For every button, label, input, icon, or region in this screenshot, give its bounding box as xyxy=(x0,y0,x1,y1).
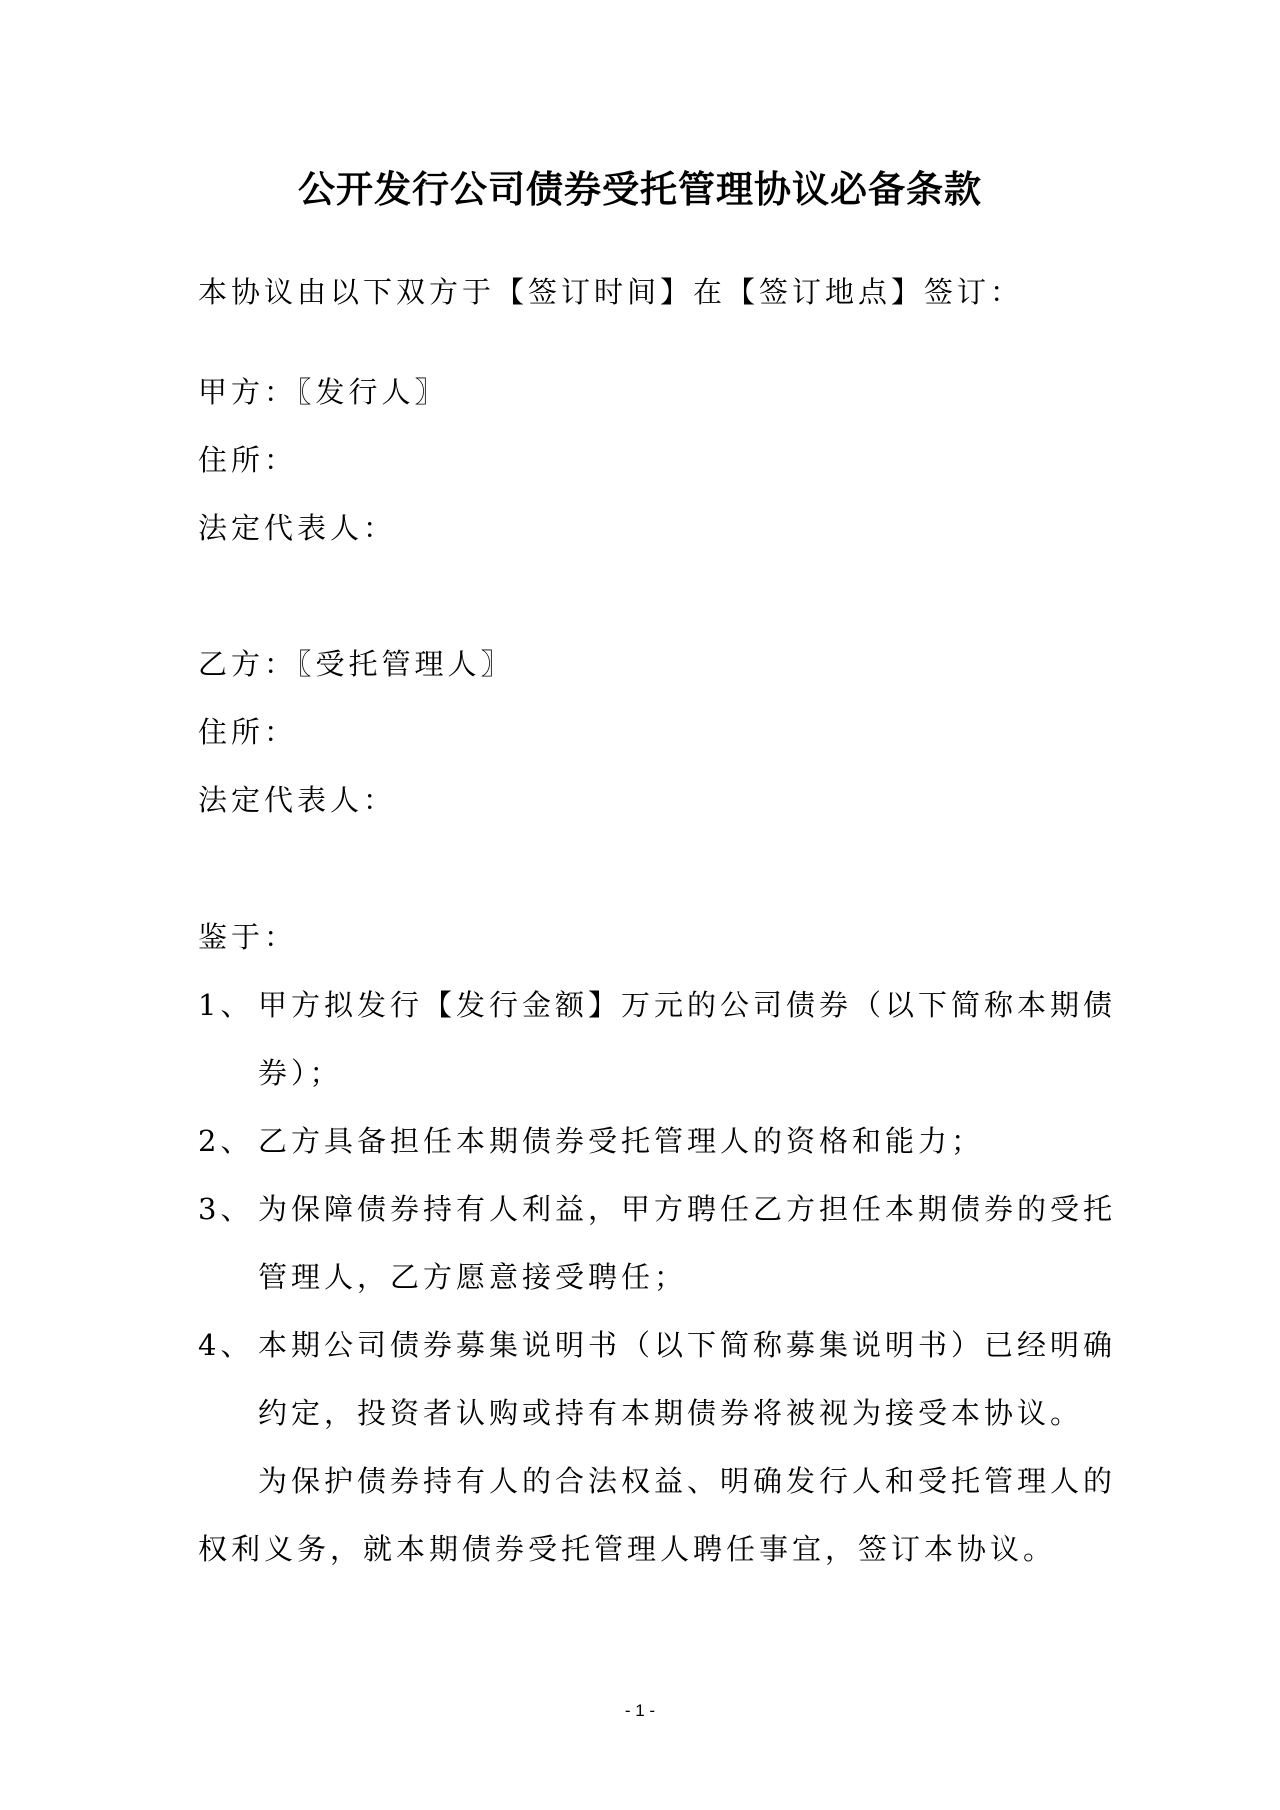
item-number: 4、 xyxy=(198,1328,254,1362)
item-text: 乙方具备担任本期债券受托管理人的资格和能力； xyxy=(258,1124,985,1158)
item-text: 甲方拟发行【发行金额】万元的公司债券（以下简称本期债 xyxy=(258,988,1117,1022)
party-b-address: 住所： xyxy=(198,715,298,749)
item-text: 本期公司债券募集说明书（以下简称募集说明书）已经明确 xyxy=(258,1328,1117,1362)
whereas-item-continuation: 券）； xyxy=(258,1056,343,1090)
party-a-address: 住所： xyxy=(198,443,298,477)
whereas-item xyxy=(198,1325,1117,1365)
item-number: 1、 xyxy=(198,988,254,1022)
party-b-legal-rep: 法定代表人： xyxy=(198,783,397,817)
whereas-item-continuation: 约定，投资者认购或持有本期债券将被视为接受本协议。 xyxy=(258,1396,1084,1430)
document-title: 公开发行公司债券受托管理协议必备条款 xyxy=(298,168,982,211)
intro-paragraph: 本协议由以下双方于【签订时间】在【签订地点】签订： xyxy=(198,275,1024,309)
party-a-legal-rep: 法定代表人： xyxy=(198,511,397,545)
party-a-name: 甲方：〖发行人〗 xyxy=(198,375,448,409)
closing-paragraph-line-2: 权利义务，就本期债券受托管理人聘任事宜，签订本协议。 xyxy=(198,1532,1057,1566)
whereas-heading: 鉴于： xyxy=(198,920,298,954)
item-number: 3、 xyxy=(198,1192,254,1226)
party-b-name: 乙方：〖受托管理人〗 xyxy=(198,647,514,681)
item-text: 为保障债券持有人利益，甲方聘任乙方担任本期债券的受托 xyxy=(258,1192,1117,1226)
item-number: 2、 xyxy=(198,1124,254,1158)
whereas-item xyxy=(198,985,1117,1025)
page-number: - 1 - xyxy=(624,1701,656,1720)
whereas-item xyxy=(198,1189,1117,1229)
whereas-item-continuation: 管理人，乙方愿意接受聘任； xyxy=(258,1260,688,1294)
whereas-item xyxy=(198,1121,1098,1161)
closing-paragraph-line-1: 为保护债券持有人的合法权益、明确发行人和受托管理人的 xyxy=(258,1464,1117,1498)
